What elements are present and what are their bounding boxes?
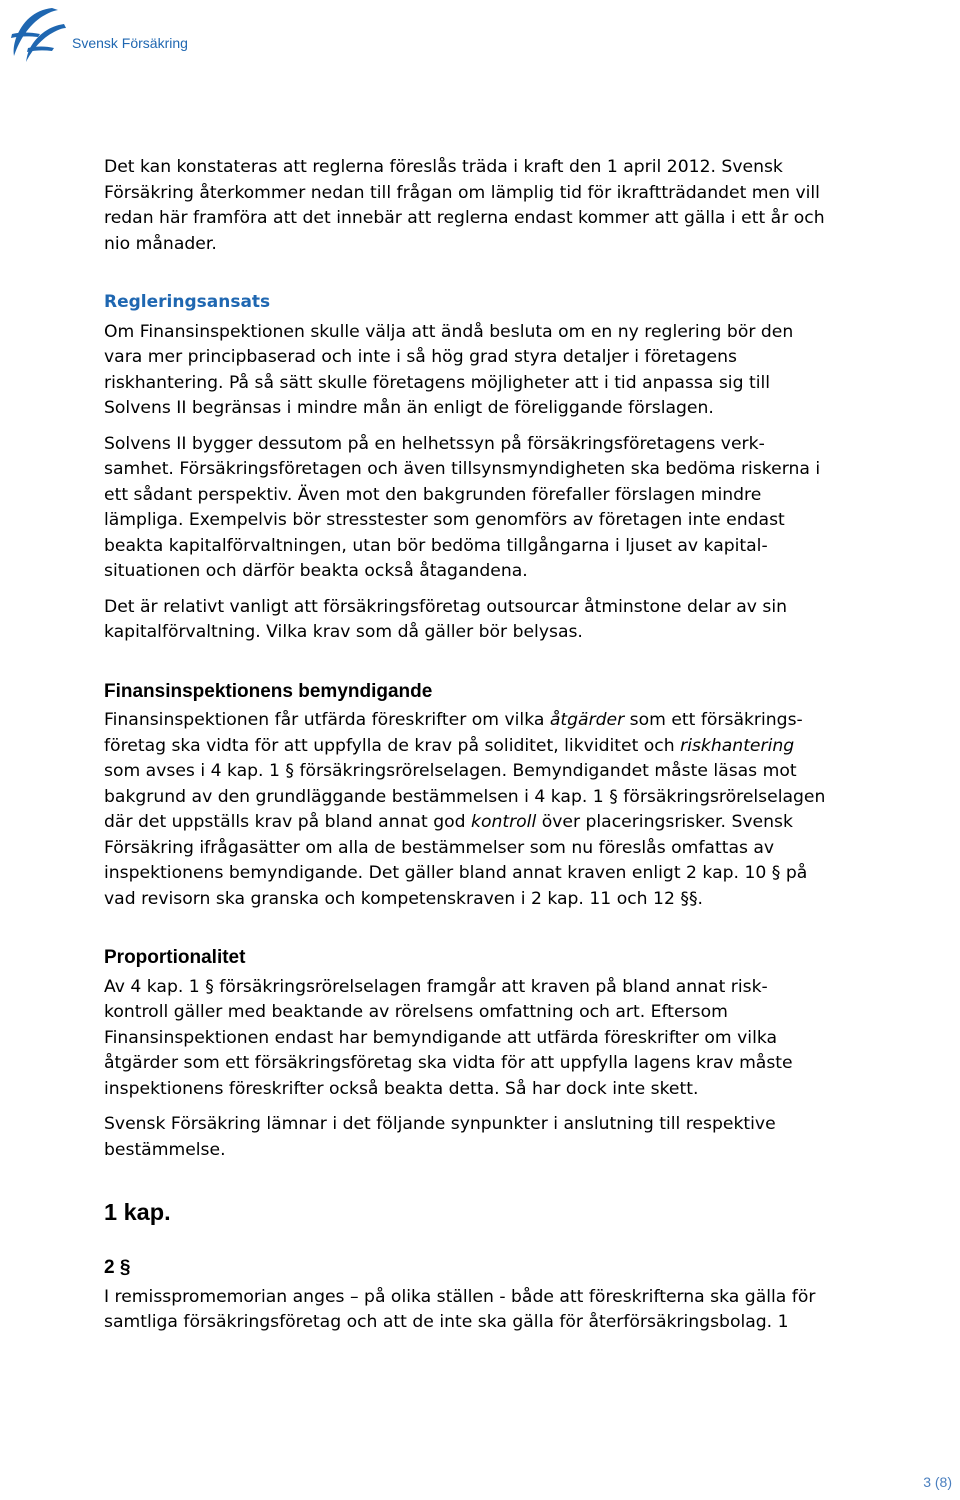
text-line: I remisspromemorian anges – på olika ställen - både att föreskrifterna ska gälla för	[104, 1286, 816, 1307]
proportionalitet-paragraph-2	[104, 1112, 904, 1163]
text-line: vara mer principbaserad och inte i så hög grad styra detaljer i företagens	[104, 347, 737, 367]
text-run: över placeringsrisker. Svensk	[536, 812, 793, 832]
text-line: situationen och därför beakta också åtagandena.	[104, 561, 528, 581]
text-line: som avses i 4 kap. 1 § försäkringsrörelselagen. Bemyndigandet måste läsas mot	[104, 761, 797, 781]
text-line: samtliga försäkringsföretag och att de inte ska gälla för återförsäkringsbolag. 1	[104, 1312, 789, 1332]
heading-proportionalitet: Proportionalitet	[104, 947, 246, 968]
text-line	[104, 734, 904, 760]
document-body	[104, 155, 904, 1336]
text-line	[104, 810, 904, 836]
text-line: Av 4 kap. 1 § försäkringsrörelselagen framgår att kraven på bland annat risk-	[104, 976, 768, 997]
text-line: bakgrund av den grundläggande bestämmelsen i 4 kap. 1 § försäkringsrörelselagen	[104, 786, 826, 807]
text-line: riskhantering. På så sätt skulle företagens möjligheter att i tid anpassa sig till	[104, 372, 771, 393]
text-line: Solvens II bygger dessutom på en helhetssyn på försäkringsföretagens verk-	[104, 433, 765, 454]
text-line: beakta kapitalförvaltningen, utan bör bedöma tillgångarna i ljuset av kapital-	[104, 535, 768, 556]
text-run: där det uppställs krav på bland annat god	[104, 812, 471, 832]
intro-line: redan här framföra att det innebär att reglerna endast kommer att gälla i ett år och	[104, 208, 825, 228]
text-line: samhet. Försäkringsföretagen och även tillsynsmyndigheten ska bedöma riskerna i	[104, 459, 821, 479]
regleringsansats-paragraph-3	[104, 595, 904, 646]
heading-regleringsansats: Regleringsansats	[104, 292, 271, 312]
intro-line: nio månader.	[104, 233, 217, 254]
bemyndigande-paragraph	[104, 708, 904, 912]
text-line: Svensk Försäkring lämnar i det följande synpunkter i anslutning till respektive	[104, 1114, 776, 1134]
logo-swoosh-icon	[6, 4, 70, 66]
heading-bemyndigande: Finansinspektionens bemyndigande	[104, 680, 433, 702]
logo-text: Svensk Försäkring	[72, 35, 188, 51]
text-line: Finansinspektionen endast har bemyndigande att utfärda föreskrifter om vilka	[104, 1027, 778, 1048]
text-line: inspektionens föreskrifter också beakta detta. Så har dock inte skett.	[104, 1078, 699, 1099]
heading-1-kap: 1 kap.	[104, 1199, 171, 1225]
text-line: Om Finansinspektionen skulle välja att ändå besluta om en ny reglering bör den	[104, 321, 794, 342]
page-number: 3 (8)	[923, 1474, 952, 1490]
proportionalitet-paragraph-1	[104, 975, 904, 1103]
text-line: kontroll gäller med beaktande av rörelsens omfattning och art. Eftersom	[104, 1002, 728, 1022]
text-line: ett sådant perspektiv. Även mot den bakgrunden förefaller förslagen mindre	[104, 484, 762, 505]
svensk-forsakring-logo	[6, 4, 188, 68]
heading-2-paragraf: 2 §	[104, 1257, 131, 1278]
text-line: åtgärder som ett försäkringsföretag ska vidta för att uppfylla lagens krav måste	[104, 1053, 793, 1073]
text-run: som ett försäkrings-	[624, 710, 803, 730]
emphasis: åtgärder	[549, 710, 625, 730]
text-line: lämpliga. Exempelvis bör stresstester som genomförs av företagen inte endast	[104, 510, 785, 530]
text-run: Finansinspektionen får utfärda föreskrifter om vilka	[104, 710, 550, 730]
regleringsansats-paragraph-1	[104, 320, 904, 422]
text-line: Solvens II begränsas i mindre mån än enligt de föreliggande förslagen.	[104, 398, 714, 418]
intro-line: Försäkring återkommer nedan till frågan om lämplig tid för ikraftträdandet men vill	[104, 182, 820, 203]
regleringsansats-paragraph-2	[104, 432, 904, 585]
text-line: Det är relativt vanligt att försäkringsföretag outsourcar åtminstone delar av sin	[104, 596, 788, 617]
text-line	[104, 708, 904, 734]
text-line: kapitalförvaltning. Vilka krav som då gäller bör belysas.	[104, 622, 583, 642]
text-line: inspektionens bemyndigande. Det gäller bland annat kraven enligt 2 kap. 10 § på	[104, 863, 808, 883]
emphasis: riskhantering	[680, 735, 795, 756]
kap1-paragraph	[104, 1285, 904, 1336]
text-line: vad revisorn ska granska och kompetenskraven i 2 kap. 11 och 12 §§.	[104, 888, 704, 909]
text-line: bestämmelse.	[104, 1139, 226, 1160]
intro-paragraph	[104, 155, 904, 257]
emphasis: kontroll	[471, 812, 537, 832]
intro-line: Det kan konstateras att reglerna föreslås träda i kraft den 1 april 2012. Svensk	[104, 157, 783, 177]
text-run: företag ska vidta för att uppfylla de krav på soliditet, likviditet och	[104, 735, 681, 756]
text-line: Försäkring ifrågasätter om alla de bestämmelser som nu föreslås omfattas av	[104, 837, 775, 858]
